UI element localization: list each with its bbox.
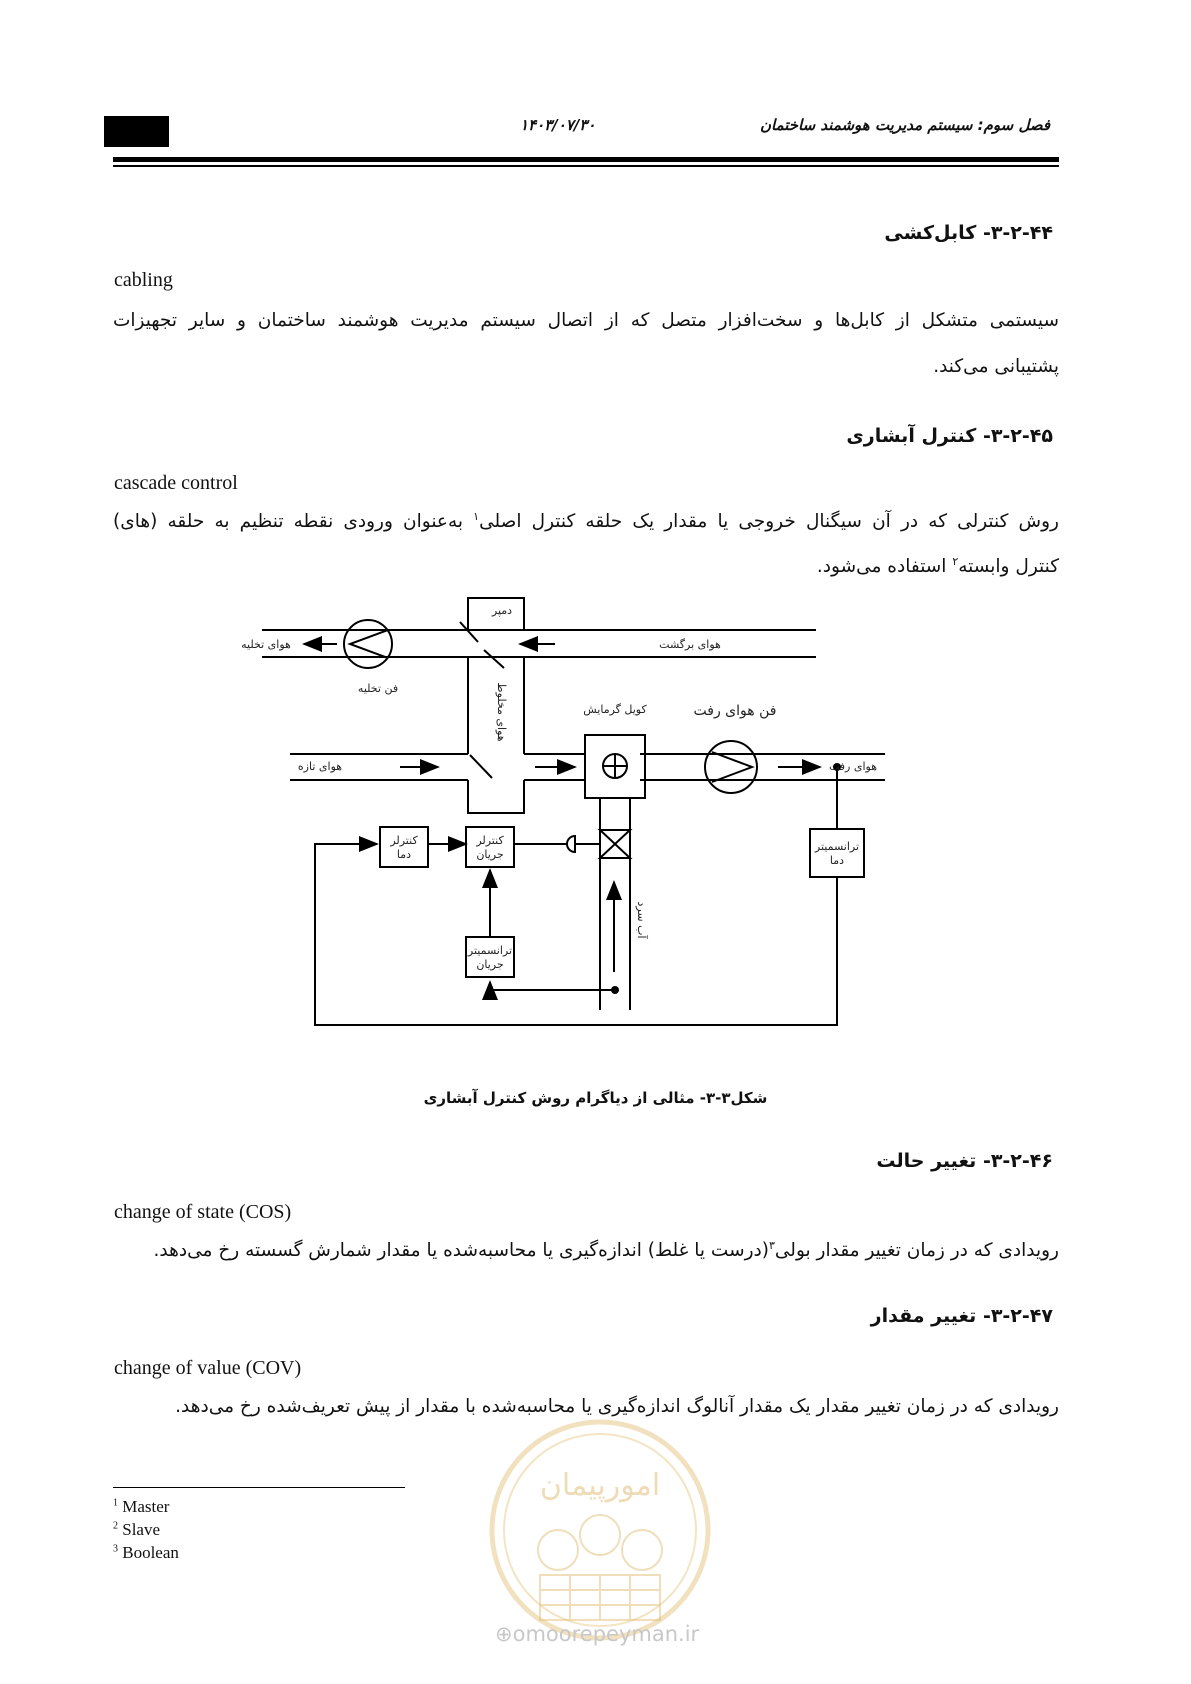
header-rule-thick	[113, 157, 1059, 162]
section-46-number: ۳-۲-۴۶-	[982, 1150, 1053, 1172]
footnote-3-text: Boolean	[122, 1543, 179, 1562]
footnote-3	[113, 1543, 179, 1563]
section-45-definition-line1	[113, 510, 1059, 533]
section-46-term-en: change of state (COS)	[114, 1201, 292, 1223]
footnote-1-num: 1	[113, 1497, 118, 1509]
footnote-ref-1: ۱	[473, 510, 480, 523]
section-47-number: ۳-۲-۴۷-	[982, 1305, 1053, 1327]
label-temp-transmitter-1: ترانسمیتر	[814, 840, 860, 853]
footnote-1	[113, 1497, 169, 1517]
label-damper: دمپر	[491, 604, 513, 617]
section-45-number: ۳-۲-۴۵-	[982, 425, 1053, 447]
section-45-def-part-a: روش کنترلی که در آن سیگنال خروجی یا مقدار یک حلقه کنترل اصلی	[479, 511, 1059, 533]
section-46-def-part-b: (درست یا غلط) اندازه‌گیری یا محاسبه‌شده یا مقدار شمارش گسسته رخ می‌دهد.	[153, 1240, 769, 1262]
watermark-url-text: omoorepeyman.ir	[512, 1622, 700, 1646]
page-number-box	[104, 116, 169, 147]
footnote-2-num: 2	[113, 1520, 118, 1532]
label-exhaust-fan: فن تخلیه	[357, 682, 399, 695]
watermark-url	[495, 1622, 699, 1646]
label-temp-controller-2: دما	[396, 848, 412, 861]
label-cold-water: آب سرد	[635, 901, 648, 939]
section-44-number: ۳-۲-۴۴-	[982, 222, 1053, 244]
footnote-2-text: Slave	[122, 1520, 161, 1539]
section-45-heading	[846, 425, 1053, 447]
section-46-def-part-a: رویدادی که در زمان تغییر مقدار بولی	[774, 1240, 1059, 1262]
label-exhaust-air: هوای تخلیه	[241, 638, 291, 651]
footnote-1-text: Master	[122, 1497, 170, 1516]
footnote-3-num: 3	[113, 1543, 118, 1555]
section-47-heading	[871, 1305, 1053, 1327]
header-chapter-title: فصل سوم: سیستم مدیریت هوشمند ساختمان	[760, 116, 1050, 134]
section-46-title: تغییر حالت	[876, 1150, 977, 1172]
label-supply-air: هوای رفت	[828, 760, 878, 773]
section-46-definition	[113, 1239, 1059, 1262]
header-rule-thin	[113, 165, 1059, 167]
footnote-2	[113, 1520, 160, 1540]
section-45-def-part-d: استفاده می‌شود.	[816, 556, 947, 578]
water-flow-sensor-node	[611, 986, 619, 994]
cascade-control-diagram	[230, 592, 890, 1062]
section-44-heading	[884, 222, 1053, 244]
watermark-globe-icon: ⊕	[495, 1622, 513, 1646]
label-flow-controller-2: جریان	[476, 848, 504, 861]
section-47-definition: رویدادی که در زمان تغییر مقدار یک مقدار آنالوگ اندازه‌گیری یا محاسبه‌شده با مقدار از پیش تعریف‌شده رخ می‌دهد.	[175, 1396, 1059, 1417]
label-temp-transmitter-2: دما	[829, 854, 845, 867]
section-45-term-en: cascade control	[114, 472, 238, 494]
footnote-ref-3: ۳	[768, 1239, 775, 1252]
section-45-definition-line2	[113, 555, 1059, 578]
label-flow-transmitter-1: ترانسمیتر	[467, 944, 513, 957]
label-supply-fan: فن هوای رفت	[693, 703, 777, 719]
footnote-ref-2: ۲	[952, 555, 959, 568]
section-44-definition-line1: سیستمی متشکل از کابل‌ها و سخت‌افزار متصل که از اتصال سیستم مدیریت هوشمند ساختمان و سایر تجهیزات	[113, 310, 1059, 331]
section-47-term-en: change of value (COV)	[114, 1357, 302, 1379]
label-flow-transmitter-2: جریان	[476, 958, 504, 971]
watermark-seal-text: امورپیمان	[539, 1468, 661, 1503]
section-46-heading	[876, 1150, 1053, 1172]
footnote-separator	[113, 1487, 405, 1488]
label-flow-controller-1: کنترلر	[476, 834, 504, 847]
section-47-title: تغییر مقدار	[870, 1305, 977, 1327]
header-date: ۱۴۰۳/۰۷/۳۰	[520, 116, 596, 134]
section-44-definition-line2: پشتیبانی می‌کند.	[933, 356, 1059, 377]
label-mixed-air: هوای مخلوط	[495, 682, 508, 742]
label-heating-coil: کویل گرمایش	[583, 703, 647, 716]
label-fresh-air: هوای تازه	[297, 760, 343, 773]
section-44-term-en: cabling	[114, 269, 173, 291]
watermark-seal	[480, 1410, 720, 1650]
figure-caption: شکل۳-۳- مثالی از دیاگرام روش کنترل آبشاری	[423, 1089, 768, 1107]
label-return-air: هوای برگشت	[659, 638, 721, 651]
section-45-def-part-c: کنترل وابسته	[958, 556, 1059, 578]
label-temp-controller-1: کنترلر	[390, 834, 418, 847]
section-44-title: کابل‌کشی	[884, 222, 977, 244]
section-45-title: کنترل آبشاری	[846, 425, 977, 447]
section-45-def-part-b: به‌عنوان ورودی نقطه تنظیم به حلقه (های)	[113, 511, 464, 533]
